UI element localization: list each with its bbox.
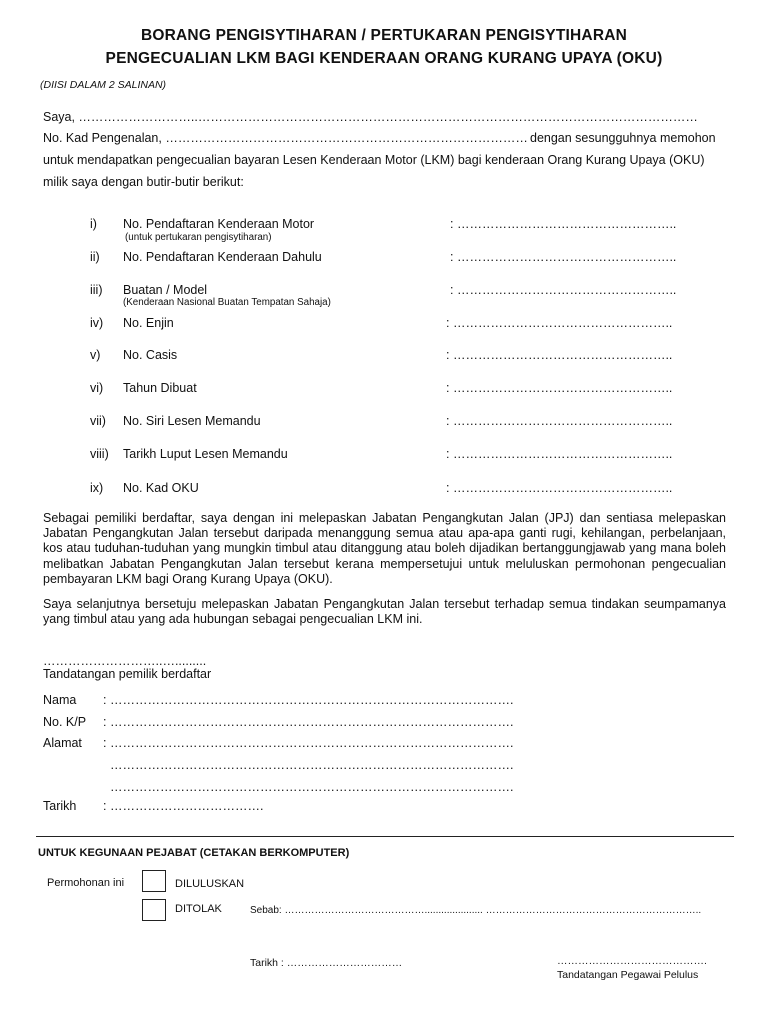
form-title-line1: BORANG PENGISYTIHARAN / PERTUKARAN PENGISYTIHARAN: [140, 27, 628, 44]
approved-label: DILULUSKAN: [175, 878, 245, 890]
item-label: No. Kad OKU: [123, 481, 199, 495]
item-number: iv): [90, 316, 104, 330]
chassis-number-field[interactable]: : ……………………………………………..: [446, 348, 673, 362]
field-label: Alamat: [43, 736, 82, 750]
declaration-text: milik saya dengan butir-butir berikut:: [43, 175, 244, 189]
year-made-field[interactable]: : ……………………………………………..: [446, 381, 673, 395]
item-number: viii): [90, 447, 109, 461]
item-label: No. Pendaftaran Kenderaan Dahulu: [123, 250, 322, 264]
office-date-field[interactable]: Tarikh : ……………………………: [250, 957, 403, 969]
item-label: No. Casis: [123, 348, 178, 362]
item-number: vii): [90, 414, 106, 428]
license-expiry-field[interactable]: : ……………………………………………..: [446, 447, 673, 461]
field-label: Nama: [43, 693, 77, 707]
item-label: Tahun Dibuat: [123, 381, 197, 395]
item-label: Tarikh Luput Lesen Memandu: [123, 447, 288, 461]
date-field[interactable]: : ……………………………….: [103, 799, 264, 813]
declarant-name-line[interactable]: Saya, ………………………..…………………………………………………………………………………………………………: [43, 110, 698, 124]
item-number: iii): [90, 283, 103, 297]
field-label: No. K/P: [43, 715, 87, 729]
engine-number-field[interactable]: : ……………………………………………..: [446, 316, 673, 330]
form-title-line2: PENGECUALIAN LKM BAGI KENDERAAN ORANG KURANG UPAYA (OKU): [105, 50, 663, 67]
application-label: Permohonan ini: [47, 877, 125, 889]
license-serial-field[interactable]: : ……………………………………………..: [446, 414, 673, 428]
release-paragraph: Sebagai pemiliki berdaftar, saya dengan ini melepaskan Jabatan Pengangkutan Jalan (JPJ) dan sentiasa melepaskan Jabatan Pengangkutan Jalan tersebut daripada menanggung semua atau apa-apa ganti rugi, kehilangan, perbelanjaan, kos atau tuduhan-tuduhan yang mungkin timbul atau ditanggung atau boleh dijadikan bertanggungjawab yang mana boleh melibatkan Jabatan Pengangkutan Jalan tersebut kerana mempersetujui untuk meluluskan permohonan pengecualian pembayaran LKM bagi Orang Kurang Upaya (OKU).: [43, 511, 726, 586]
copies-note: (DIISI DALAM 2 SALINAN): [40, 79, 167, 91]
declaration-text: untuk mendapatkan pengecualian bayaran Lesen Kenderaan Motor (LKM) bagi kenderaan Orang Kurang Upaya (OKU): [43, 153, 705, 167]
item-sublabel: (untuk pertukaran pengisytiharan): [125, 232, 272, 243]
item-number: ix): [90, 481, 104, 495]
item-number: v): [90, 348, 101, 362]
address-field-line3[interactable]: …………………………………………………………………………………….: [110, 780, 514, 794]
section-divider: [36, 836, 734, 837]
item-label: No. Siri Lesen Memandu: [123, 414, 261, 428]
address-field-line1[interactable]: : …………………………………………………………………………………….: [103, 736, 514, 750]
address-field-line2[interactable]: …………………………………………………………………………………….: [110, 758, 514, 772]
item-label: Buatan / Model: [123, 283, 208, 297]
field-label: Tarikh: [43, 799, 77, 813]
owner-signature-label: Tandatangan pemilik berdaftar: [43, 667, 212, 681]
reason-field[interactable]: Sebab: ……………………………………..................... ………………………………………………………..: [250, 905, 702, 916]
oku-card-field[interactable]: : ……………………………………………..: [446, 481, 673, 495]
declaration-text: dengan sesungguhnya memohon: [530, 131, 716, 145]
item-label: No. Pendaftaran Kenderaan Motor: [123, 217, 315, 231]
officer-signature-label: Tandatangan Pegawai Pelulus: [557, 969, 699, 981]
item-label: No. Enjin: [123, 316, 174, 330]
approved-checkbox[interactable]: [142, 870, 166, 892]
office-use-heading: UNTUK KEGUNAAN PEJABAT (CETAKAN BERKOMPUTER): [38, 847, 350, 859]
name-field[interactable]: : …………………………………………………………………………………….: [103, 693, 514, 707]
officer-signature-line[interactable]: …………………………………….: [557, 955, 707, 967]
ic-number-line[interactable]: No. Kad Pengenalan, ……………………………………………………………………………: [43, 131, 528, 145]
previous-registration-field[interactable]: : ……………………………………………..: [450, 250, 677, 264]
item-number: ii): [90, 250, 100, 264]
item-sublabel: (Kenderaan Nasional Buatan Tempatan Sahaja): [123, 297, 331, 308]
registration-number-field[interactable]: : ……………………………………………..: [450, 217, 677, 231]
rejected-checkbox[interactable]: [142, 899, 166, 921]
agreement-paragraph: Saya selanjutnya bersetuju melepaskan Jabatan Pengangkutan Jalan tersebut terhadap semua tindakan seumpamanya yang timbul atau yang ada hubungan sebagai pengecualian LKM ini.: [43, 597, 726, 627]
make-model-field[interactable]: : ……………………………………………..: [450, 283, 677, 297]
owner-signature-line[interactable]: ………………………..….........: [43, 654, 207, 668]
item-number: i): [90, 217, 97, 231]
ic-field[interactable]: : …………………………………………………………………………………….: [103, 715, 514, 729]
rejected-label: DITOLAK: [175, 903, 222, 915]
item-number: vi): [90, 381, 104, 395]
